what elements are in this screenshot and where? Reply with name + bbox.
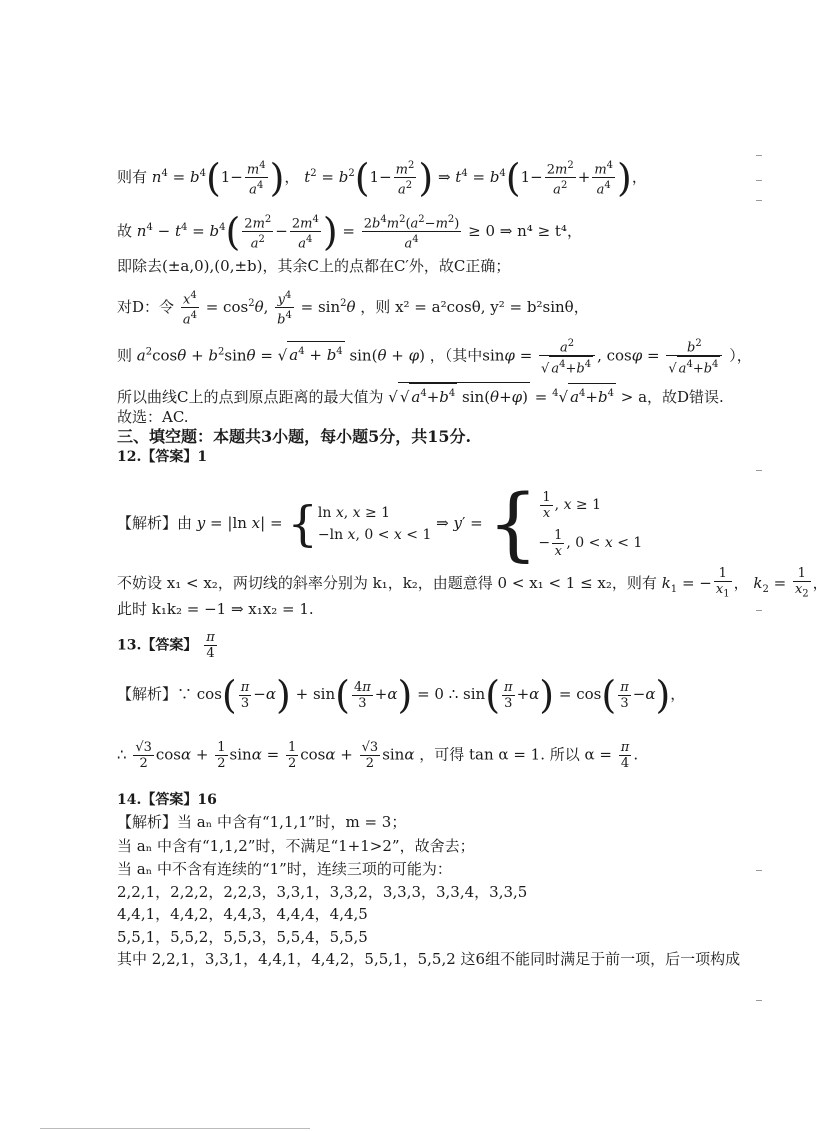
q13-line-2: ∴ $\frac{√3}{2}$ cosα + $\frac{1}{2}$ sinα = $\frac{1}{2}$ cosα + $\frac{√3}{2}$ sinα ，可得 tan α = 1. 所以 α = $\frac{\pi}{4}$ . (117, 740, 639, 771)
q14-line-3: 当 aₙ 中不含有连续的“1”时，连续三项的可能为： (117, 860, 452, 878)
text-prefix: 所以曲线C上的点到原点距离的最大值为 (117, 388, 384, 406)
margin-tick (756, 1000, 762, 1001)
margin-tick (756, 870, 762, 871)
line-3: 即除去(±a,0),(0,±b)，其余C上的点都在C′外，故C正确； (117, 257, 511, 275)
analysis-label: 【解析】∵ (117, 685, 193, 703)
text-prefix: 对D：令 (117, 297, 175, 316)
text-suffix: ，可得 tan α = 1. 所以 α = (419, 745, 612, 764)
q12-line-3: 此时 k₁k₂ = −1 ⇒ x₁x₂ = 1. (117, 600, 314, 618)
text-prefix: 则有 (117, 167, 148, 186)
q12-line-2: 不妨设 x₁ < x₂，两切线的斜率分别为 k₁，k₂，由题意得 0 < x₁ < 1 ≤ x₂，则有 $k_1$ = − $\frac{1}{x_1}$ ， $k_2$ = $\frac{1}{x_2}$ ， (117, 566, 828, 600)
line-1: 则有 $n^4 = b^4(1-$ $\frac{m^4}{a^4}$ )， $t^2 = b^2(1-$ $\frac{m^2}{a^2}$ ) ⇒ $t^4 = b^4(1-$ $\frac{2m^2}{a^2}$ + $\frac{m^4}{a^4}$ )， (117, 155, 647, 200)
line-4: 对D：令 $\frac{x^4}{a^4}$ = $\cos^2\theta$, $\frac{y^4}{b^4}$ = $\sin^2\theta$ ，则 x² = a²cosθ, y² = b²sinθ， (117, 290, 589, 328)
text-suffix: ≥ 0 ⇒ n⁴ ≥ t⁴， (468, 221, 582, 240)
margin-tick (756, 155, 762, 156)
text-suffix: > a，故D错误. (620, 388, 724, 406)
q13-answer: 13.【答案】 $\frac{\pi}{4}$ (117, 630, 215, 661)
text-prefix: 故 (117, 221, 133, 240)
line-7: 故选：AC. (117, 408, 189, 426)
q13-analysis: 【解析】∵ cos( $\frac{\pi}{3}$ −α) + sin( $\frac{4\pi}{3}$ +α) = 0 ∴ sin( $\frac{\pi}{3}$ +α) = cos( $\frac{\pi}{3}$ −α)， (117, 673, 686, 717)
analysis-label: 【解析】由 (117, 514, 193, 532)
q14-row-2: 4,4,1，4,4,2，4,4,3，4,4,4，4,4,5 (117, 905, 368, 923)
text: 不妨设 x₁ < x₂，两切线的斜率分别为 k₁，k₂，由题意得 0 < x₁ < 1 ≤ x₂，则有 (117, 573, 657, 592)
q14-row-1: 2,2,1，2,2,2，2,2,3，3,3,1，3,3,2，3,3,3，3,3,4，3,3,5 (117, 883, 528, 901)
answer-label: 13.【答案】 (117, 637, 198, 654)
margin-tick (756, 610, 762, 611)
q14-line-1: 【解析】当 aₙ 中含有“1,1,1”时，m = 3； (117, 813, 407, 831)
text-suffix: ，则 x² = a²cosθ, y² = b²sinθ， (360, 297, 589, 316)
q14-row-3: 5,5,1，5,5,2，5,5,3，5,5,4，5,5,5 (117, 928, 368, 946)
text-prefix: 则 (117, 346, 133, 365)
text-mid: ，（其中 (429, 346, 483, 365)
margin-tick (756, 200, 762, 201)
footer-rule (40, 1128, 310, 1129)
q12-analysis: 【解析】由 y = |ln x| = {ln x, x ≥ 1 −ln x, 0 < x < 1 ⇒ y′ = { $\frac{1}{x}$ , x ≥ 1 − $\frac{1}{x}$ , 0 < x < 1 (117, 477, 643, 570)
text-suffix: ）， (729, 346, 752, 365)
q12-answer: 12.【答案】1 (117, 449, 208, 465)
q14-answer: 14.【答案】16 (117, 792, 217, 808)
line-2: 故 $n^4 - t^4 = b^4$( $\frac{2m^2}{a^2}$ − $\frac{2m^4}{a^4}$ ) = $\frac{2b^4m^2(a^2-m^2)}{a^4}$ ≥ 0 ⇒ n⁴ ≥ t⁴， (117, 209, 582, 254)
margin-tick (756, 470, 762, 471)
line-6: 所以曲线C上的点到原点距离的最大值为 √ √ $a^4+b^4$ sin(θ+φ) = $^4$√ $a^4+b^4 > a$，故D错误. (117, 382, 724, 407)
margin-tick (756, 180, 762, 181)
section-heading: 三、填空题：本题共3小题，每小题5分，共15分. (117, 427, 472, 446)
q14-line-4: 其中 2,2,1，3,3,1，4,4,1，4,4,2，5,5,1，5,5,2 这6组不能同时满足于前一项，后一项构成 (117, 950, 741, 968)
q14-line-2: 当 aₙ 中含有“1,1,2”时，不满足“1+1>2”，故舍去； (117, 837, 475, 855)
line-5: 则 $a^2\cos\theta + b^2\sin\theta$ = √ $a^4 + b^4$ sin(θ + φ) ，（其中sinφ = $\frac{a^2}{√ a^4+b^4}$ , cosφ = $\frac{b^2}{√ a^4+b^4}$ ）， (117, 338, 752, 377)
